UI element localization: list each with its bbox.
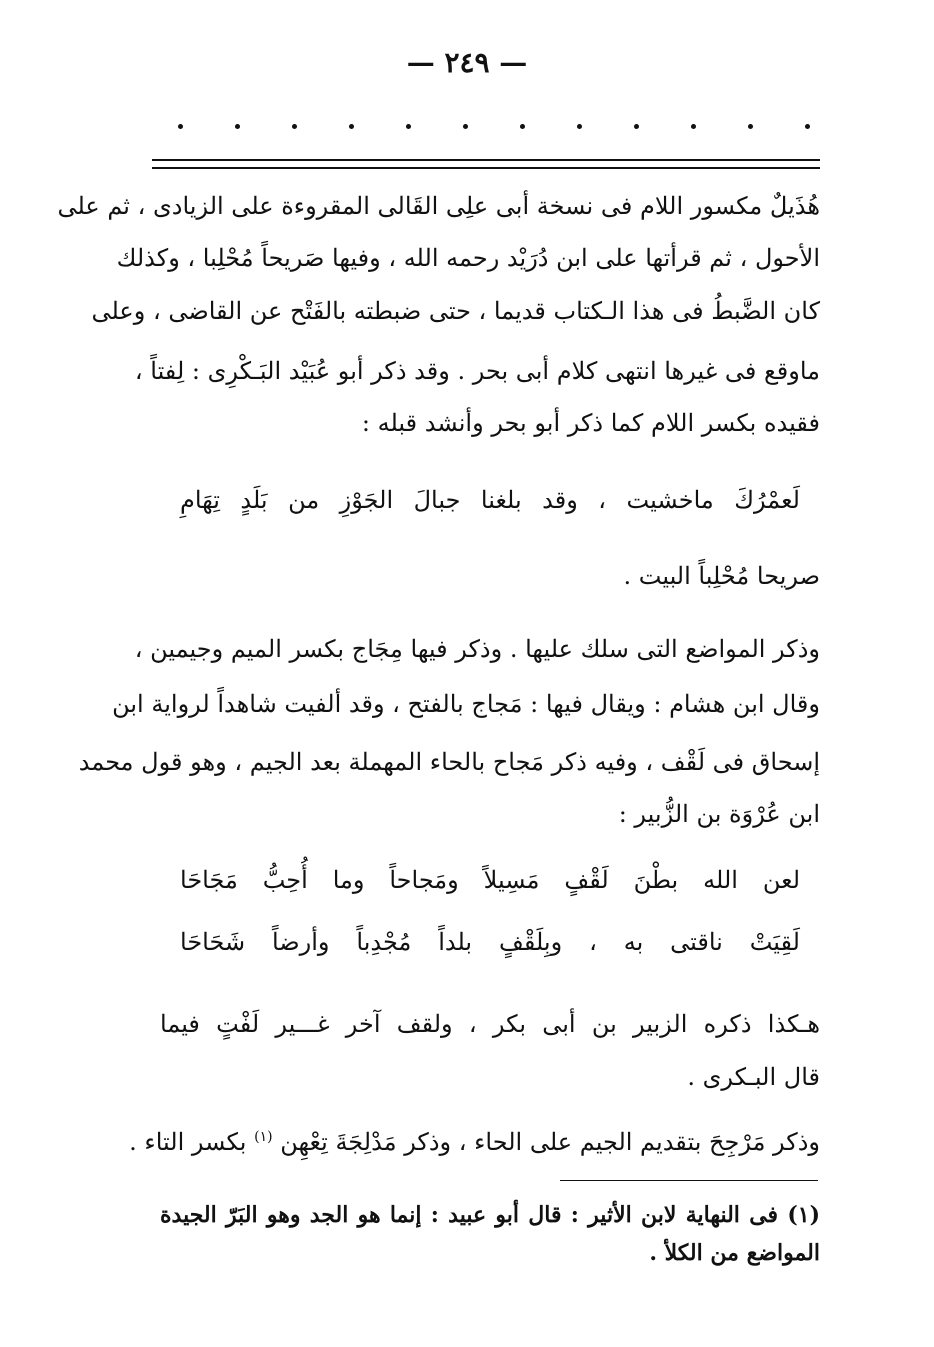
ellipsis-dots-row [178, 124, 810, 129]
page-number: — ٢٤٩ — [406, 46, 528, 79]
verse-line: لَقِيَتْ ناقتى به ، وبِلَقْفٍ بلداً مُجْدِباً وأرضاً شَحَاحَا [180, 928, 800, 956]
body-line: وقال ابن هشام : ويقال فيها : مَجاج بالفتح ، وقد ألفيت شاهداً لرواية ابن [112, 690, 820, 718]
body-line: هُذَيلٌ مكسور اللام فى نسخة أبى علِى القَالى المقروءة على الزيادى ، ثم على [57, 192, 820, 220]
footnote-line: (١) فى النهاية لابن الأثير : قال أبو عبيد : إنما هو الجد وهو البَرّ الجيدة [160, 1202, 820, 1228]
body-line: كان الضَّبطُ فى هذا الـكتاب قديما ، حتى ضبطته بالفَتْح عن القاضى ، وعلى [91, 297, 820, 325]
footnote-rule [560, 1180, 818, 1181]
body-line: وذكر المواضع التى سلك عليها . وذكر فيها مِجَاج بكسر الميم وجيمين ، [134, 635, 820, 663]
body-text: وذكر مَرْجِحَ بتقديم الجيم على الحاء ، وذكر مَدْلِجَةَ تِعْهِن [280, 1128, 820, 1156]
body-line: الأحول ، ثم قرأتها على ابن دُرَيْد رحمه الله ، وفيها صَريحاً مُحْلِبا ، وكذلك [116, 244, 820, 272]
body-line [129, 1128, 820, 1157]
dot [577, 124, 582, 129]
verse-line: لَعمْرُكَ ماخشيت ، وقد بلغنا جبالَ الجَوْزِ من بَلَدٍ تِهَامِ [180, 486, 800, 514]
dot [691, 124, 696, 129]
body-text: بكسر التاء . [129, 1128, 247, 1156]
dot [634, 124, 639, 129]
dot [292, 124, 297, 129]
dot [178, 124, 183, 129]
dot [235, 124, 240, 129]
body-line: فقيده بكسر اللام كما ذكر أبو بحر وأنشد قبله : [361, 409, 820, 437]
dot [805, 124, 810, 129]
footnote-reference[interactable]: (١) [254, 1129, 273, 1145]
body-line: إسحاق فى لَقْف ، وفيه ذكر مَجاح بالحاء المهملة بعد الجيم ، وهو قول محمد [78, 748, 820, 776]
verse-ending: صريحا مُحْلِباً البيت . [623, 562, 820, 590]
verse-line: لعن الله بطْنَ لَقْفٍ مَسِيلاً ومَجاحاً وما أُحِبُّ مَجَاحَا [180, 866, 800, 894]
dot [406, 124, 411, 129]
body-line: ماوقع فى غيرها انتهى كلام أبى بحر . وقد ذكر أبو عُبَيْد البَـكْرِى : لِفتاً ، [134, 357, 820, 385]
dot [748, 124, 753, 129]
body-line: ابن عُرْوَة بن الزُّبير : [618, 800, 820, 828]
dot [349, 124, 354, 129]
dot [520, 124, 525, 129]
header-rule [152, 159, 820, 161]
dot [463, 124, 468, 129]
body-line: قال البـكرى . [687, 1063, 820, 1091]
body-line: هـكذا ذكره الزبير بن أبى بكر ، ولقف آخر غـــير لَفْتٍ فيما [160, 1010, 820, 1038]
footnote-line: المواضع من الكلأ . [649, 1240, 820, 1266]
header-rule [152, 167, 820, 169]
